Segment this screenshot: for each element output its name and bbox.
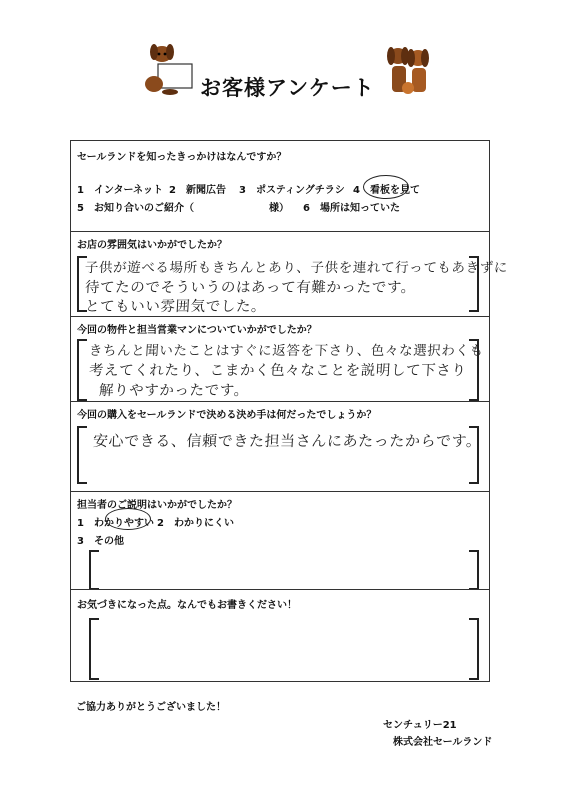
- question-3: 今回の物件と担当営業マンについていかがでしたか？: [77, 325, 317, 336]
- question-5: 担当者のご説明はいかがでしたか？: [77, 500, 237, 511]
- q3-answer-line-1: きちんと聞いたことはすぐに返答を下さり、色々な選択わくも: [88, 343, 485, 359]
- q5-selected-circle: [105, 508, 151, 530]
- section-q5: [71, 491, 489, 590]
- q1-option-3: 3 ポスティングチラシ: [239, 185, 345, 196]
- question-6: お気づきになった点。なんでもお書きください！: [77, 600, 297, 611]
- answer-bracket-left: [77, 339, 87, 401]
- mascot-dog-family: [380, 42, 438, 98]
- q2-answer-line-1: 子供が遊べる場所もきちんとあり、子供を連れて行ってもあきずに: [84, 260, 509, 276]
- q1-option-2: 2 新聞広告: [169, 185, 226, 196]
- survey-form: [70, 140, 509, 682]
- q5-option-1: 1 わかりやすい: [77, 518, 154, 529]
- q3-answer-line-2: 考えてくれたり、こまかく色々なことを説明して下さり: [88, 363, 467, 379]
- q1-selected-circle: [363, 175, 409, 199]
- question-1: セールランドを知ったきっかけはなんですか？: [77, 152, 287, 163]
- section-q4: [71, 401, 489, 492]
- answer-bracket-right: [469, 618, 479, 680]
- section-q2: [71, 231, 509, 317]
- q1-option-4: 4 看板を見て: [353, 185, 420, 196]
- q5-option-2: 2 わかりにくい: [157, 518, 234, 529]
- q2-answer-line-3: とてもいい雰囲気でした。: [84, 299, 267, 315]
- q1-option-1: 1 インターネット: [77, 185, 164, 196]
- answer-bracket-left: [89, 618, 99, 680]
- mascot-dog-with-sign: [140, 40, 198, 96]
- q3-answer-line-3: 解りやすかったです。: [98, 383, 250, 399]
- page-title: お客様アンケート: [200, 76, 375, 100]
- section-q6: [71, 589, 489, 682]
- q4-answer-line-1: 安心できる、信頼できた担当さんにあたったからです。: [92, 432, 483, 450]
- question-2: お店の雰囲気はいかがでしたか？: [77, 240, 227, 251]
- company-name: 株式会社セールランド: [393, 737, 493, 748]
- q5-option-3: 3 その他: [77, 536, 124, 547]
- answer-bracket-left: [77, 426, 87, 484]
- answer-bracket-left: [89, 550, 99, 590]
- answer-bracket-right: [469, 550, 479, 590]
- thanks-message: ご協力ありがとうございました！: [76, 702, 226, 713]
- section-q3: [71, 316, 489, 402]
- q1-option-5: 5 お知り合いのご紹介（: [77, 203, 194, 214]
- q2-answer-line-2: 待てたのでそういうのはあって有難かったです。: [84, 280, 417, 296]
- q1-option-6: 6 場所は知っていた: [303, 203, 400, 214]
- brand-name: センチュリー21: [383, 720, 457, 731]
- q1-option-5-suffix: 様）: [269, 203, 289, 214]
- question-4: 今回の購入をセールランドで決める決め手は何だったでしょうか？: [77, 410, 377, 421]
